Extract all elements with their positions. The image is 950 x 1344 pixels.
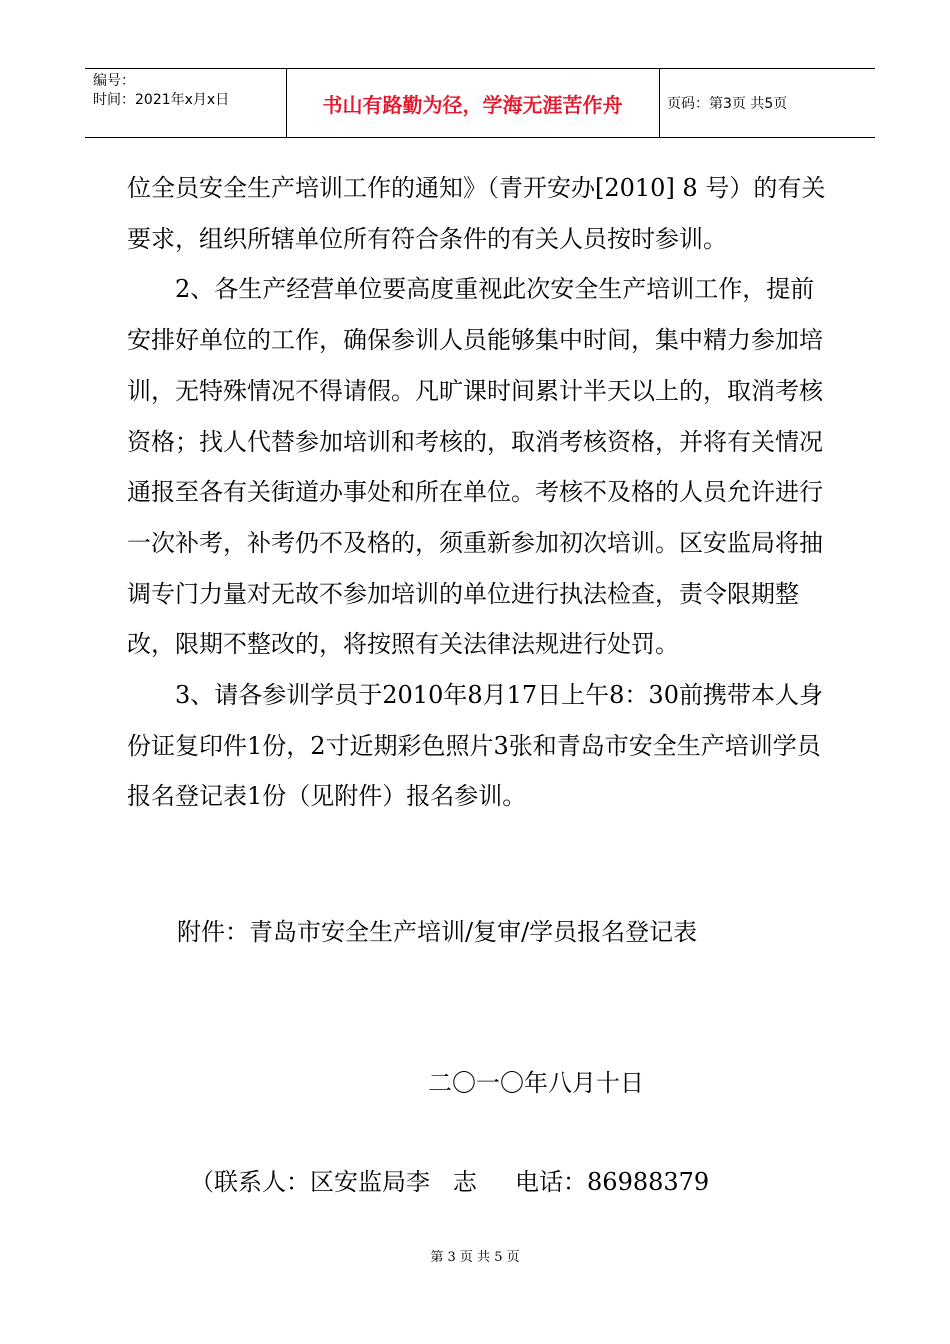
paragraph-item-2: 2、各生产经营单位要高度重视此次安全生产培训工作，提前安排好单位的工作，确保参训人员能够集中时间，集中精力参加培训，无特殊情况不得请假。凡旷课时间累计半天以上的，取消考核资格；找人代替参加培训和考核的，取消考核资格，并将有关情况通报至各有关街道办事处和所在单位。考核不及格的人员允许进行一次补考，补考仍不及格的，须重新参加初次培训。区安监局将抽调专门力量对无故不参加培训的单位进行执法检查，责令限期整改，限期不整改的，将按照有关法律法规进行处罚。 (127, 275, 823, 659)
paragraph-continued: 位全员安全生产培训工作的通知》（青开安办[2010] 8 号）的有关要求，组织所辖单位所有符合条件的有关人员按时参训。 (127, 174, 826, 253)
document-date: 二〇一〇年八月十日 (428, 1069, 644, 1097)
header-divider (659, 69, 660, 137)
document-time-label: 时间：2021年x月x日 (93, 92, 230, 108)
header-page-indicator: 页码：第3页 共5页 (667, 96, 788, 112)
page-header (85, 68, 875, 138)
header-motto: 书山有路勤为径，学海无涯苦作舟 (322, 92, 623, 117)
paragraph-item-3: 3、请各参训学员于2010年8月17日上午8：30前携带本人身份证复印件1份，2寸近期彩色照片3张和青岛市安全生产培训学员报名登记表1份（见附件）报名参训。 (127, 681, 823, 811)
attachment-line: 附件：青岛市安全生产培训/复审/学员报名登记表 (177, 918, 698, 946)
header-meta (93, 72, 229, 110)
document-number-label: 编号： (93, 73, 135, 89)
document-body (127, 163, 832, 822)
page-footer: 第 3 页 共 5 页 (430, 1250, 520, 1265)
contact-line: （联系人：区安监局李 志 电话：86988379 (190, 1168, 710, 1196)
